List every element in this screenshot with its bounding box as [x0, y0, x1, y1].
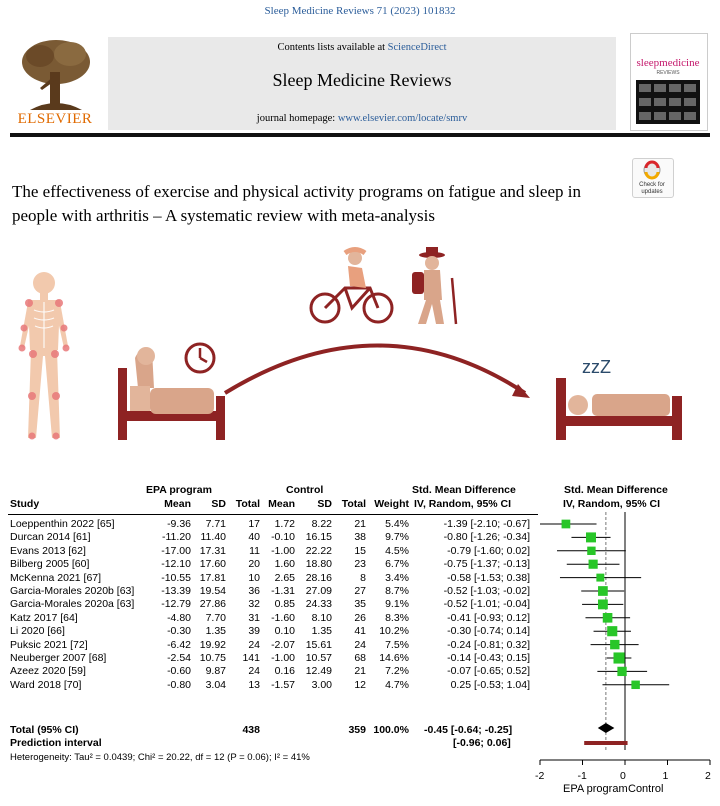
group-header-smd-right: Std. Mean Difference — [564, 484, 668, 496]
study-name: McKenna 2021 [67] — [10, 571, 102, 584]
group-header-epa: EPA program — [146, 484, 212, 496]
control-total: 41 — [354, 625, 366, 638]
weight: 9.1% — [385, 598, 409, 611]
effect-square — [598, 586, 608, 596]
effect-square — [613, 652, 624, 663]
effect-square — [607, 626, 617, 636]
smd-ci: -0.41 [-0.93; 0.12] — [447, 611, 530, 624]
control-sd: 3.00 — [311, 678, 332, 691]
crossmark-icon — [642, 160, 662, 182]
control-mean: 0.16 — [274, 665, 295, 678]
weight: 8.7% — [385, 585, 409, 597]
weight: 8.3% — [385, 611, 409, 624]
skeleton-figure-icon — [19, 272, 70, 440]
study-name: Katz 2017 [64] — [10, 611, 78, 624]
total-weight: 100.0% — [373, 724, 409, 736]
epa-mean: -17.00 — [161, 544, 191, 557]
journal-homepage — [108, 113, 616, 124]
epa-total: 24 — [248, 665, 260, 678]
weight: 4.5% — [385, 544, 409, 557]
control-total: 23 — [354, 558, 366, 571]
paper-title: The effectiveness of exercise and physical activity programs on fatigue and sleep in people with arthritis – A systematic review with meta-analysis — [12, 182, 581, 225]
control-sd: 22.22 — [305, 544, 332, 557]
epa-total: 20 — [248, 558, 260, 571]
control-mean: -1.31 — [271, 585, 295, 597]
epa-mean: -9.36 — [167, 518, 191, 530]
epa-total: 31 — [248, 611, 260, 624]
epa-mean: -13.39 — [161, 585, 191, 597]
epa-mean: -0.60 — [167, 665, 191, 678]
homepage-prefix: journal homepage: — [256, 113, 338, 124]
weight: 9.7% — [385, 531, 409, 544]
cyclist-icon — [311, 250, 392, 323]
clock-icon — [186, 344, 214, 372]
weight: 7.2% — [385, 665, 409, 678]
epa-sd: 19.54 — [199, 585, 226, 597]
col-weight: Weight — [374, 498, 409, 510]
effect-square — [610, 640, 619, 649]
effect-square — [596, 574, 604, 582]
prediction-label: Prediction interval — [10, 737, 102, 749]
study-name: Durcan 2014 [61] — [10, 531, 91, 544]
epa-total: 10 — [248, 571, 260, 584]
sleep-zzz-text: zzZ — [582, 357, 611, 377]
effect-square — [598, 599, 608, 609]
weight: 14.6% — [379, 652, 409, 664]
publisher-wordmark: ELSEVIER — [17, 111, 93, 127]
control-sd: 12.49 — [305, 665, 332, 678]
smd-ci: 0.25 [-0.53; 1.04] — [450, 678, 530, 691]
weight: 10.2% — [379, 625, 409, 638]
weight: 6.7% — [385, 558, 409, 571]
control-sd: 8.22 — [311, 518, 332, 530]
weight: 3.4% — [385, 571, 409, 584]
total-control: 359 — [348, 724, 366, 736]
heterogeneity-stats: Heterogeneity: Tau² = 0.0439; Chi² = 20.22, df = 12 (P = 0.06); I² = 41% — [10, 752, 310, 763]
control-mean: -1.57 — [271, 678, 295, 691]
control-sd: 18.80 — [305, 558, 332, 571]
control-total: 27 — [354, 585, 366, 597]
study-name: Bilberg 2005 [60] — [10, 558, 90, 571]
col-total: Total — [235, 498, 260, 510]
col-ctotal: Total — [341, 498, 366, 510]
epa-sd: 9.87 — [205, 665, 226, 678]
total-ci: -0.45 [-0.64; -0.25] — [424, 724, 513, 736]
epa-mean: -2.54 — [167, 652, 191, 664]
control-mean: -2.07 — [271, 638, 295, 651]
transition-arrow — [225, 346, 525, 394]
control-sd: 16.15 — [305, 531, 332, 544]
control-total: 26 — [354, 611, 366, 624]
smd-ci: -0.80 [-1.26; -0.34] — [443, 531, 530, 544]
contents-line — [108, 42, 616, 53]
control-mean: 0.10 — [274, 625, 295, 638]
epa-sd: 1.35 — [205, 625, 226, 638]
pooled-diamond — [598, 723, 615, 733]
epa-total: 11 — [249, 544, 260, 557]
effect-square — [603, 613, 613, 623]
epa-sd: 27.86 — [199, 598, 226, 611]
epa-mean: -12.79 — [161, 598, 191, 611]
epa-total: 17 — [248, 518, 260, 530]
epa-sd: 17.81 — [199, 571, 226, 584]
prediction-ci: [-0.96; 0.06] — [453, 737, 511, 749]
control-sd: 27.09 — [305, 585, 332, 597]
study-name: Ward 2018 [70] — [10, 678, 82, 691]
study-name: Li 2020 [66] — [10, 625, 65, 638]
cover-subtitle: REVIEWS — [656, 70, 680, 76]
study-name: Loeppenthin 2022 [65] — [10, 518, 115, 530]
smd-ci: -0.30 [-0.74; 0.14] — [447, 625, 530, 638]
control-total: 38 — [354, 531, 366, 544]
citation-line: Sleep Medicine Reviews 71 (2023) 101832 — [264, 5, 456, 17]
weight: 7.5% — [385, 638, 409, 651]
col-method-right: IV, Random, 95% CI — [563, 498, 661, 510]
epa-sd: 19.92 — [199, 638, 226, 651]
smd-ci: -0.58 [-1.53; 0.38] — [447, 571, 530, 584]
smd-ci: -0.52 [-1.03; -0.02] — [443, 585, 530, 597]
control-mean: 1.60 — [274, 558, 295, 571]
control-total: 15 — [354, 544, 366, 557]
epa-mean: -11.20 — [162, 531, 191, 544]
col-mean: Mean — [164, 498, 191, 510]
cover-title: sleepmedicine — [636, 57, 700, 69]
sleeping-bed-icon — [556, 378, 682, 440]
control-mean: -0.10 — [271, 531, 295, 544]
epa-total: 13 — [248, 678, 260, 691]
control-mean: 2.65 — [274, 571, 295, 584]
col-method-left: IV, Random, 95% CI — [414, 498, 512, 510]
epa-mean: -12.10 — [161, 558, 191, 571]
col-cmean: Mean — [268, 498, 295, 510]
smd-ci: -0.14 [-0.43; 0.15] — [447, 652, 530, 664]
graphical-abstract — [0, 238, 720, 463]
control-mean: -1.00 — [271, 544, 295, 557]
smd-ci: -0.24 [-0.81; 0.32] — [447, 638, 530, 651]
epa-mean: -10.55 — [161, 571, 191, 584]
col-csd: SD — [317, 498, 332, 510]
journal-title: Sleep Medicine Reviews — [272, 70, 452, 90]
epa-mean: -0.30 — [167, 625, 191, 638]
weight: 5.4% — [385, 518, 409, 530]
epa-total: 32 — [248, 598, 260, 611]
epa-sd: 7.71 — [205, 518, 226, 530]
smd-ci: -0.79 [-1.60; 0.02] — [447, 544, 530, 557]
epa-mean: -6.42 — [167, 638, 191, 651]
smd-ci: -0.52 [-1.01; -0.04] — [443, 598, 530, 611]
study-name: Garcia-Morales 2020a [63] — [10, 598, 135, 611]
total-epa: 438 — [242, 724, 260, 736]
x-tick-label: 1 — [662, 770, 669, 782]
effect-square — [562, 520, 571, 529]
epa-sd: 11.40 — [200, 531, 226, 544]
epa-total: 141 — [242, 652, 260, 664]
effect-square — [631, 681, 639, 689]
epa-total: 39 — [248, 625, 260, 638]
epa-sd: 7.70 — [205, 611, 226, 624]
control-mean: 1.72 — [274, 518, 295, 530]
elsevier-tree-logo — [10, 36, 102, 114]
epa-sd: 3.04 — [205, 678, 226, 691]
smd-ci: -0.07 [-0.65; 0.52] — [447, 665, 530, 678]
effect-square — [617, 667, 626, 676]
study-name: Neuberger 2007 [68] — [10, 652, 107, 664]
control-total: 21 — [354, 518, 366, 530]
effect-square — [589, 560, 598, 569]
control-sd: 10.57 — [305, 652, 332, 664]
header-rule — [10, 133, 710, 137]
smd-ci: -1.39 [-2.10; -0.67] — [443, 518, 530, 530]
control-mean: 0.85 — [274, 598, 295, 611]
control-mean: -1.60 — [271, 611, 295, 624]
sciencedirect-link[interactable]: ScienceDirect — [387, 42, 447, 53]
epa-sd: 10.75 — [199, 652, 226, 664]
total-label: Total (95% CI) — [10, 724, 79, 736]
forest-plot-chart — [530, 510, 720, 775]
epa-mean: -0.80 — [167, 678, 191, 691]
prediction-interval-bar — [584, 741, 627, 745]
contents-prefix: Contents lists available at — [277, 42, 388, 53]
study-name: Puksic 2021 [72] — [10, 638, 88, 651]
x-tick-label: -1 — [577, 770, 587, 782]
control-total: 8 — [360, 571, 366, 584]
control-total: 24 — [354, 638, 366, 651]
epa-total: 24 — [248, 638, 260, 651]
study-name: Evans 2013 [62] — [10, 544, 86, 557]
cover-image-grid — [636, 80, 700, 124]
control-sd: 24.33 — [305, 598, 332, 611]
col-sd: SD — [211, 498, 226, 510]
axis-label-right: Control — [628, 783, 664, 795]
epa-sd: 17.31 — [199, 544, 226, 557]
control-mean: -1.00 — [271, 652, 295, 664]
x-tick-label: 2 — [705, 770, 711, 782]
control-total: 68 — [354, 652, 366, 664]
group-header-smd-left: Std. Mean Difference — [412, 484, 516, 496]
control-sd: 8.10 — [311, 611, 332, 624]
weight: 4.7% — [385, 678, 409, 691]
x-tick-label: -2 — [535, 770, 545, 782]
epa-total: 36 — [248, 585, 260, 597]
effect-square — [587, 547, 595, 555]
control-total: 12 — [354, 678, 366, 691]
control-total: 21 — [354, 665, 366, 678]
homepage-link[interactable]: www.elsevier.com/locate/smrv — [337, 113, 468, 124]
table-header-rule — [8, 514, 538, 515]
epa-sd: 17.60 — [199, 558, 226, 571]
study-name: Azeez 2020 [59] — [10, 665, 86, 678]
control-total: 35 — [354, 598, 366, 611]
epa-total: 40 — [248, 531, 260, 544]
control-sd: 28.16 — [305, 571, 332, 584]
control-sd: 15.61 — [305, 638, 332, 651]
hiker-icon — [412, 247, 456, 324]
check-for-updates-label: Check for updates — [639, 182, 665, 195]
col-study: Study — [10, 498, 40, 510]
smd-ci: -0.75 [-1.37; -0.13] — [443, 558, 530, 571]
study-name: Garcia-Morales 2020b [63] — [10, 585, 135, 597]
axis-label-left: EPA program — [563, 783, 628, 795]
x-tick-label: 0 — [620, 770, 626, 782]
group-header-control: Control — [286, 484, 324, 496]
effect-square — [586, 532, 596, 542]
epa-mean: -4.80 — [167, 611, 191, 624]
control-sd: 1.35 — [311, 625, 332, 638]
